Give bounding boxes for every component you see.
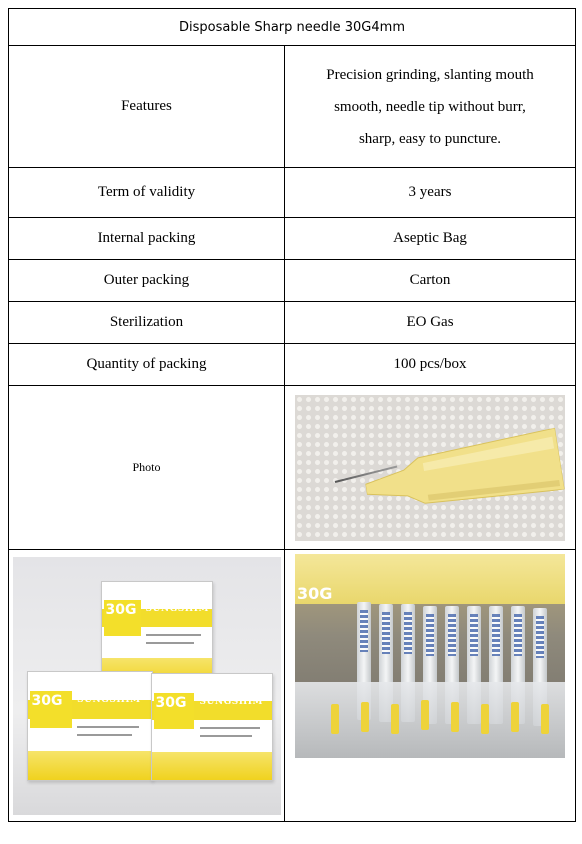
- sterilization-row: [9, 302, 576, 344]
- internal-packing-label: Internal packing: [9, 218, 285, 260]
- packs-photo-cell: [285, 550, 576, 822]
- outer-packing-row: [9, 260, 576, 302]
- packs-photo: [295, 554, 565, 758]
- quantity-label: Quantity of packing: [9, 344, 285, 386]
- box-gauge-text: 30G: [155, 694, 187, 711]
- validity-row: [9, 168, 576, 218]
- pack-gauge-text: 30G: [297, 584, 333, 603]
- box-gauge-text: 30G: [105, 602, 137, 619]
- validity-label: Term of validity: [9, 168, 285, 218]
- outer-packing-label: Outer packing: [9, 260, 285, 302]
- internal-packing-row: [9, 218, 576, 260]
- validity-value: 3 years: [285, 168, 576, 218]
- features-row: [9, 46, 576, 168]
- product-box: [151, 673, 273, 781]
- needle-hub-image: [361, 428, 564, 520]
- boxes-photo: [13, 557, 281, 815]
- needle-photo-cell: [285, 386, 576, 550]
- photo-row: [9, 386, 576, 550]
- features-line: sharp, easy to puncture.: [358, 130, 502, 147]
- product-box: [27, 671, 153, 781]
- boxes-photo-cell: [9, 550, 285, 822]
- features-line: smooth, needle tip without burr,: [334, 98, 526, 115]
- box-gauge-text: 30G: [31, 693, 63, 710]
- quantity-row: [9, 344, 576, 386]
- features-value: [285, 46, 576, 168]
- table-title: Disposable Sharp needle 30G4mm: [9, 9, 576, 46]
- sterilization-value: EO Gas: [285, 302, 576, 344]
- product-photos-row: [9, 550, 576, 822]
- box-brand-text: SUNGSHIM: [77, 695, 141, 706]
- photo-label: Photo: [9, 386, 285, 550]
- internal-packing-value: Aseptic Bag: [285, 218, 576, 260]
- quantity-value: 100 pcs/box: [285, 344, 576, 386]
- box-brand-text: SUNGSHIM: [145, 604, 209, 615]
- features-label: Features: [9, 46, 285, 168]
- outer-packing-value: Carton: [285, 260, 576, 302]
- needle-photo: [295, 395, 565, 541]
- sterilization-label: Sterilization: [9, 302, 285, 344]
- title-row: [9, 9, 576, 46]
- box-brand-text: SUNGSHIM: [199, 696, 263, 707]
- features-line: Precision grinding, slanting mouth: [326, 66, 534, 83]
- spec-table: [8, 8, 576, 822]
